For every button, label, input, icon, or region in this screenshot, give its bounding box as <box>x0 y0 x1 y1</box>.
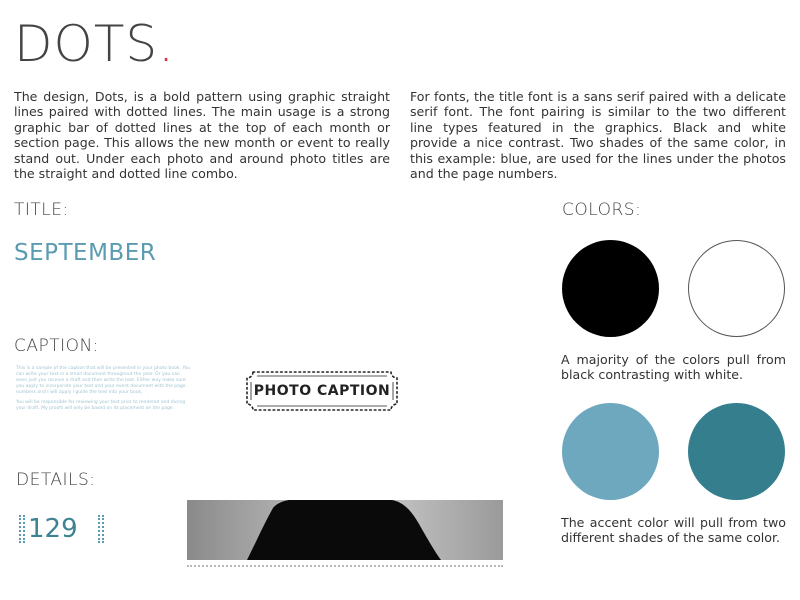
caption-section-label: CAPTION: <box>14 336 99 356</box>
details-section-label: DETAILS: <box>16 470 96 490</box>
photo-dotted-underline <box>187 565 503 567</box>
colors-section-label: COLORS: <box>562 200 642 220</box>
page-title-text: DOTS <box>14 15 159 73</box>
caption-sample-paragraph: You will be responsible for reviewing your text prior to rendered and during your draft. My proofs will only be based on its placement on the page. <box>16 400 186 411</box>
color-swatch-white <box>688 240 785 337</box>
photo-caption-frame <box>245 370 399 412</box>
sample-photo <box>187 500 503 560</box>
color-swatch-light-blue <box>562 403 659 500</box>
dotted-bar-left-inner <box>23 515 25 543</box>
caption-sample-text <box>16 366 192 416</box>
color-swatch-black <box>562 240 659 337</box>
intro-left-paragraph: The design, Dots, is a bold pattern using graphic straight lines paired with dotted lines. The main usage is a strong graphic bar of dotted lines at the top of each month or section page. This allows the new month or event to really stand out. Under each photo and around photo titles are the straight and dotted line combo. <box>14 89 390 182</box>
color-swatch-dark-teal <box>688 403 785 500</box>
page-title-period: . <box>158 15 176 73</box>
title-section-label: TITLE: <box>14 200 69 220</box>
page-title <box>14 14 175 74</box>
dotted-bar-right-inner <box>98 515 100 543</box>
intro-right-paragraph: For fonts, the title font is a sans serif paired with a delicate serif font. The font pairing is similar to the two different line types featured in the graphics. Black and white provide a nice contrast. Two shades of the same color, in this example: blue, are used for the lines under the photos and the page numbers. <box>410 89 786 182</box>
dotted-bar-left-outer <box>19 515 21 543</box>
caption-sample-paragraph: This is a sample of the caption that will be presented in your photo book. You can write your text in a small document throughout the year. Or you can even just you receive a draft and then write the text. Either way make sure you apply to incorporate your text and your event document with the page numbers and I will apply I guide the text into your book. <box>16 366 191 395</box>
colors-description-2: The accent color will pull from two different shades of the same color. <box>561 515 786 546</box>
page-number-sample <box>16 512 88 546</box>
colors-description-1: A majority of the colors pull from black contrasting with white. <box>561 352 786 383</box>
page-number: 129 <box>28 514 78 544</box>
dotted-bar-right-outer <box>102 515 104 543</box>
photo-caption-label: PHOTO CAPTION <box>253 383 391 399</box>
silhouette-graphic <box>187 500 503 560</box>
title-sample: SEPTEMBER <box>14 240 157 266</box>
